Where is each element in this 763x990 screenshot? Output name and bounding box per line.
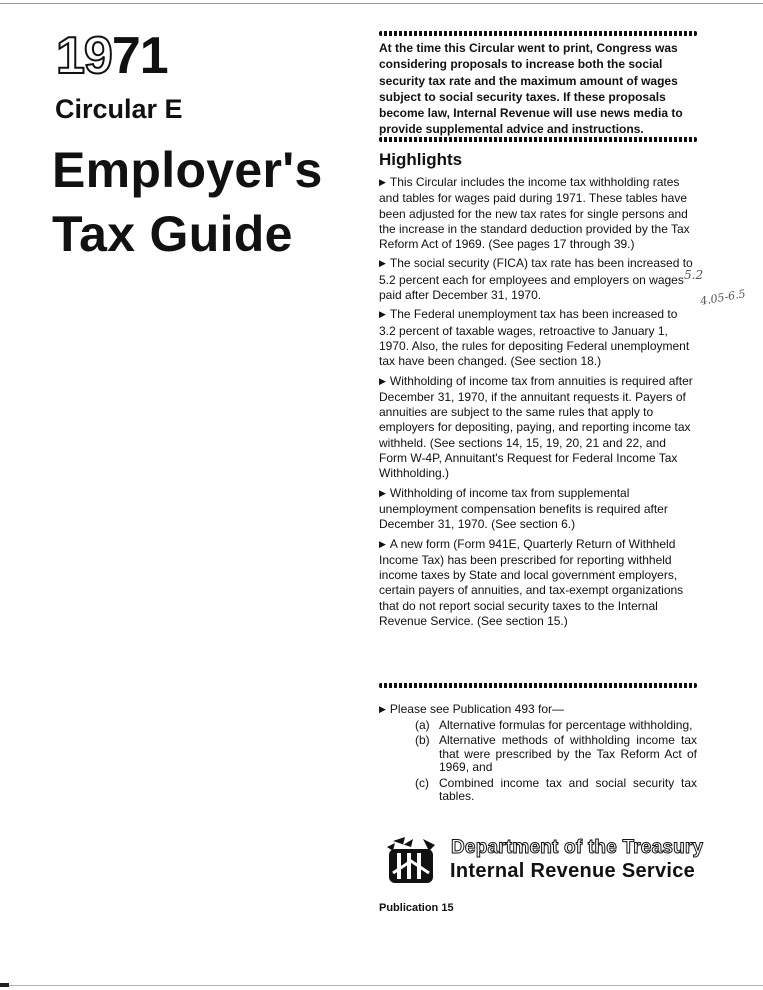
scan-edge-mark (0, 983, 9, 987)
publication-number: Publication 15 (379, 902, 454, 914)
highlight-item: ▶ A new form (Form 941E, Quarterly Return of Withheld Income Tax) has been prescribed for reporting withheld income taxes by State and local government employers, certain payers of annuities, and tax-exempt organizations that do not report social security taxes to the Internal Revenue Service. (See section 15.) (379, 536, 684, 629)
treasury-seal-icon (383, 833, 439, 889)
publication-note-item: (c) Combined income tax and social security tax tables. (415, 775, 697, 803)
triangle-arrow-icon: ▶ (379, 487, 386, 498)
publication-note (379, 703, 697, 806)
highlight-item: ▶ The social security (FICA) tax rate has been increased to 5.2 percent each for employees and employers on wages paid after December 31, 1970. (379, 256, 693, 303)
publication-note-item: (a) Alternative formulas for percentage withholding, (415, 717, 693, 732)
notice-text: At the time this Circular went to print, Congress was considering proposals to increase both the social security tax rate and the maximum amount of wages subject to social security taxes. If these proposals become law, Internal Revenue will use news media to provide supplemental advice and instructions. (379, 41, 683, 137)
notice-bottom-divider (379, 137, 697, 142)
triangle-arrow-icon: ▶ (379, 704, 386, 714)
triangle-arrow-icon: ▶ (379, 177, 386, 187)
title-line-2: Tax Guide (52, 206, 293, 262)
highlight-item: ▶ Withholding of income tax from annuities is required after December 31, 1970, if the annuitant requests it. Payers of annuities are subject to the same rules that apply to employers for depositing, paying, and reporting income tax withheld. (See sections 14, 15, 19, 20, 21 and 22, and Form W-4P, Annuitant's Request for Federal Income Tax Withholding.) (379, 373, 693, 481)
triangle-arrow-icon: ▶ (379, 309, 386, 320)
publication-note-intro: ▶ Please see Publication 493 for— (379, 702, 565, 716)
scan-edge-top (0, 3, 763, 4)
triangle-arrow-icon: ▶ (379, 538, 386, 549)
highlight-item: ▶ This Circular includes the income tax withholding rates and tables for wages paid during 1971. These tables have been adjusted for the new tax rates for single persons and the increase in the standard deduction provided by the Tax Reform Act of 1969. (See pages 17 through 39.) (379, 175, 690, 252)
circular-label: Circular E (55, 94, 183, 124)
agency-name: Internal Revenue Service (450, 860, 696, 882)
year-suffix: 71 (111, 27, 168, 85)
triangle-arrow-icon: ▶ (379, 258, 386, 269)
handwritten-note: 5.2 (684, 268, 704, 282)
scan-edge-bottom (0, 985, 763, 986)
triangle-arrow-icon: ▶ (379, 375, 386, 386)
highlight-item: ▶ The Federal unemployment tax has been increased to 3.2 percent of taxable wages, retroactive to January 1, 1970. Also, the rules for depositing Federal unemployment tax have been changed. (See section 18.) (379, 307, 690, 369)
handwritten-note: 4.05-6.5 (699, 287, 747, 308)
highlights-heading: Highlights (379, 150, 463, 169)
title-line-1: Employer's (52, 142, 323, 198)
highlight-item: ▶ Withholding of income tax from supplemental unemployment compensation benefits is required after December 31, 1970. (See section 6.) (379, 485, 668, 532)
year-prefix: 19 (56, 27, 112, 85)
cover-year (56, 27, 168, 85)
highlights-list (379, 175, 697, 633)
notice-top-divider (379, 31, 697, 36)
publication-note-item: (b) Alternative methods of withholding income tax that were prescribed by the Tax Reform Act of 1969, and (415, 733, 697, 774)
page-title (52, 138, 323, 266)
highlights-divider (379, 683, 697, 688)
department-name: Department of the Treasury (451, 837, 704, 858)
